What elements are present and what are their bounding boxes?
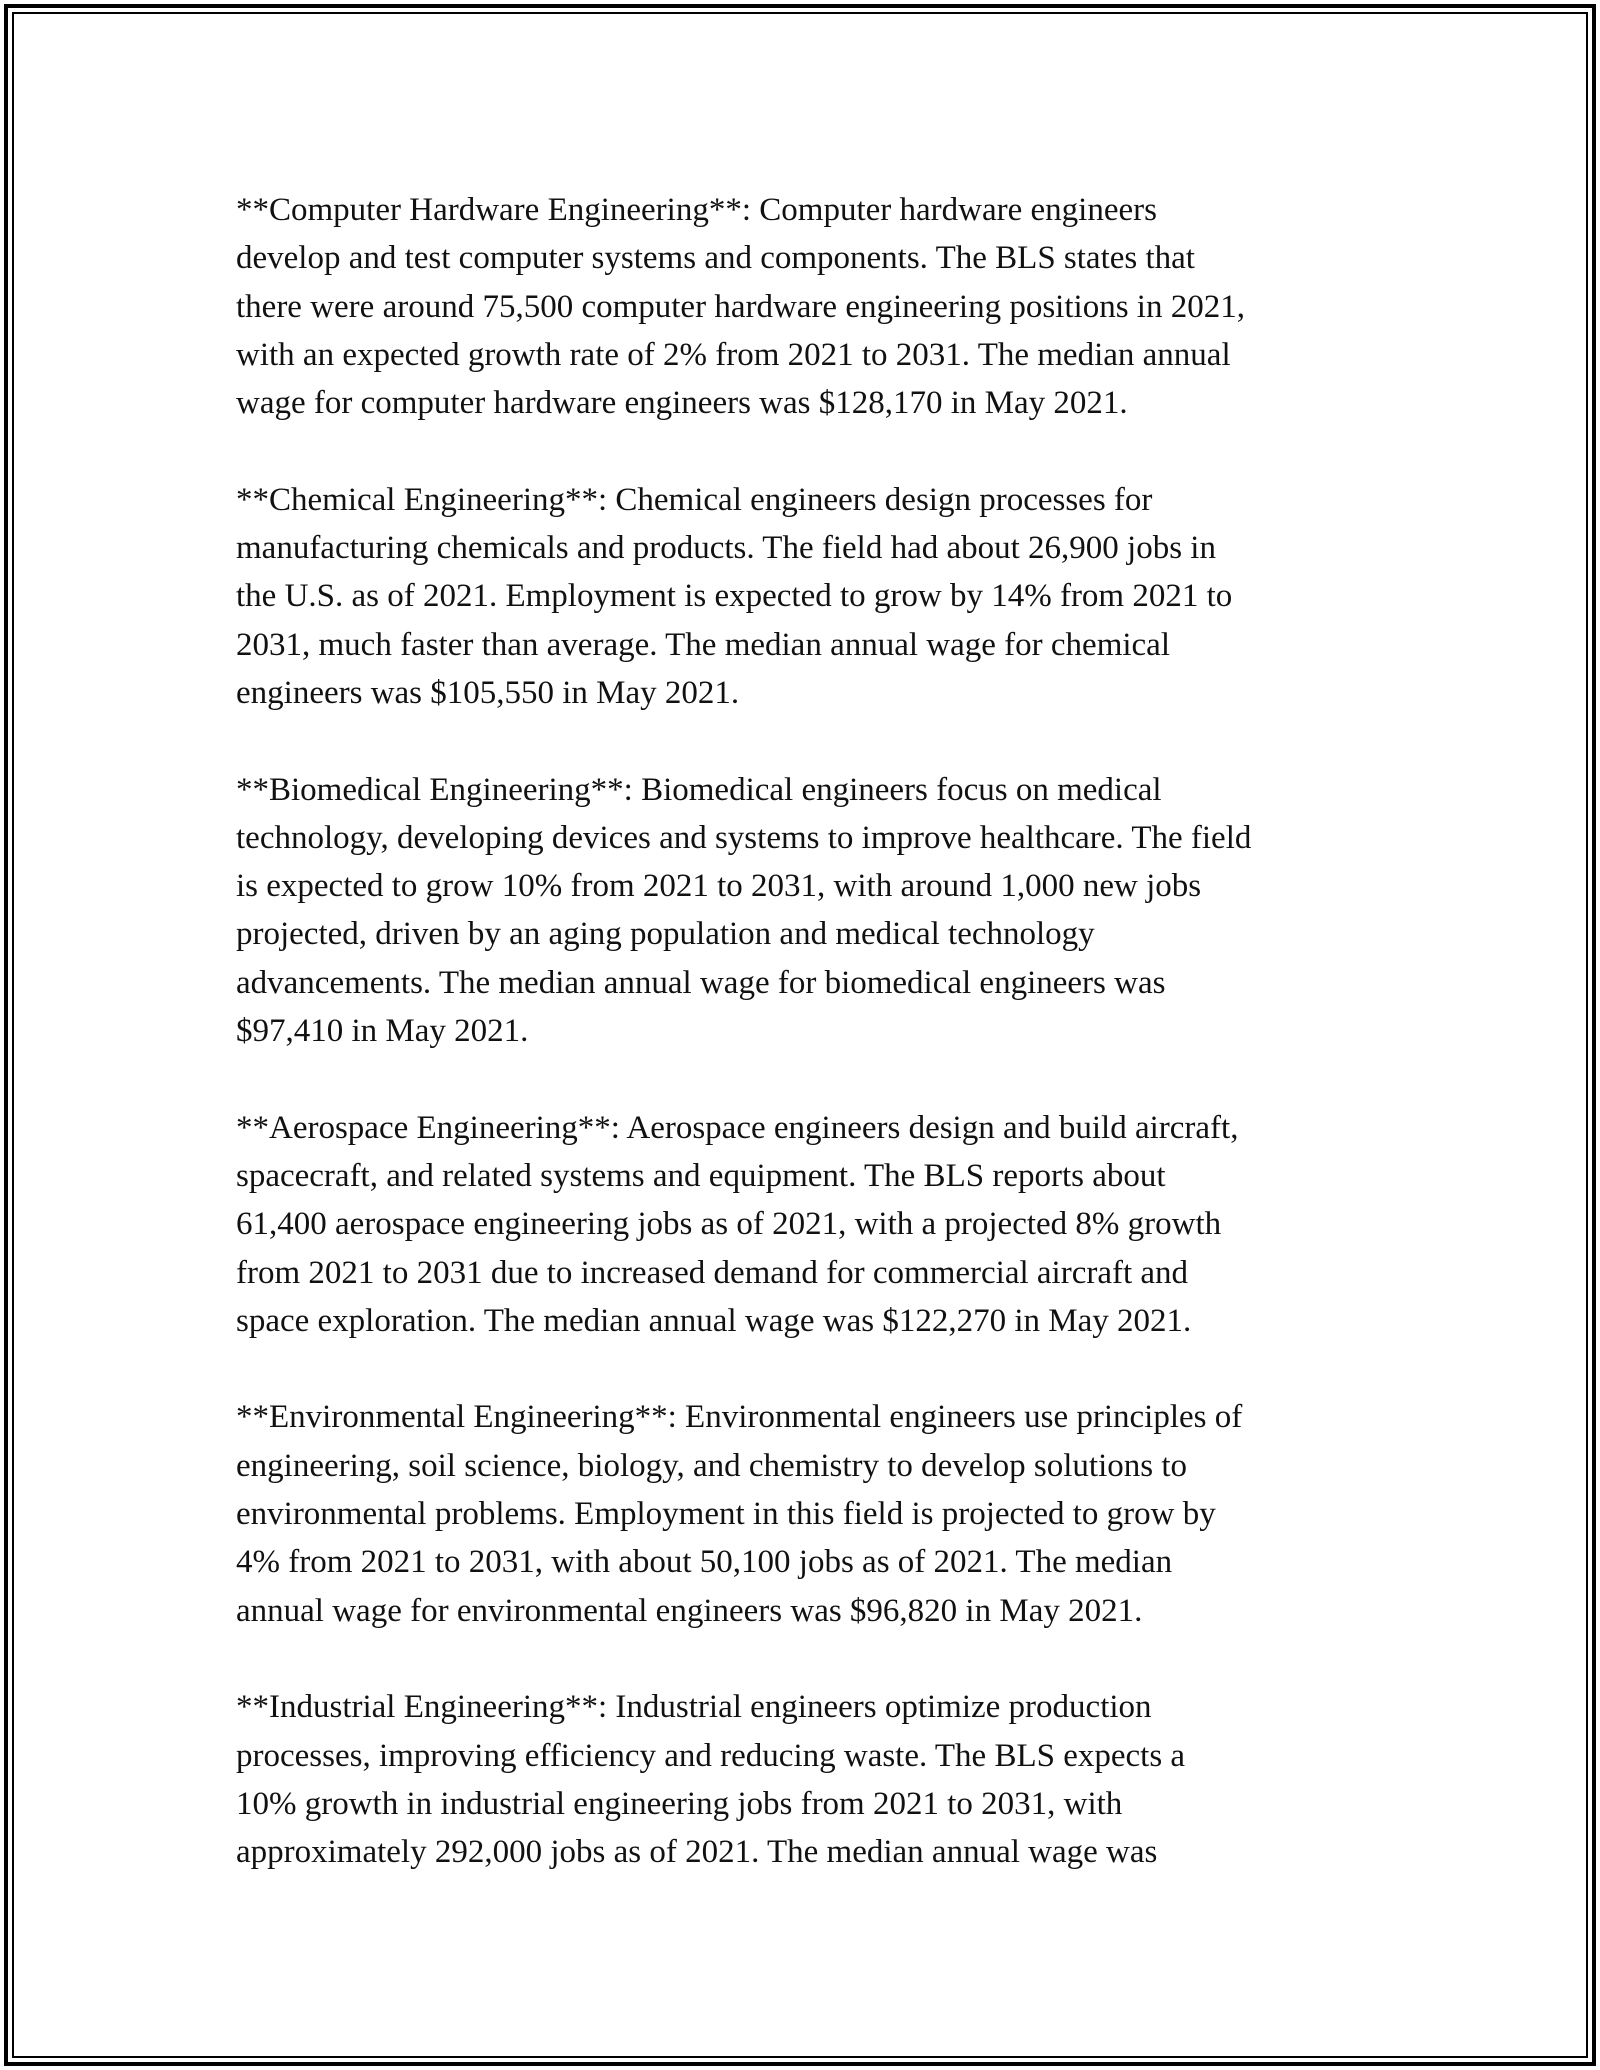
- document-body: [236, 186, 1406, 1925]
- paragraph-industrial-engineering: **Industrial Engineering**: Industrial engineers optimize production processes, improving efficiency and reducing waste. The BLS expects a 10% growth in industrial engineering jobs from 2021 to 2031, with approximately 292,000 jobs as of 2021. The median annual wage was: [236, 1689, 1186, 1871]
- paragraph-aerospace-engineering: **Aerospace Engineering**: Aerospace engineers design and build aircraft, spacecraft, and related systems and equipment. The BLS reports about 61,400 aerospace engineering jobs as of 2021, with a projected 8% growth from 2021 to 2031 due to increased demand for commercial aircraft and space exploration. The median annual wage was $122,270 in May 2021.: [236, 1109, 1239, 1339]
- paragraph-environmental-engineering: **Environmental Engineering**: Environmental engineers use principles of engineering, soil science, biology, and chemistry to develop solutions to environmental problems. Employment in this field is projected to grow by 4% from 2021 to 2031, with about 50,100 jobs as of 2021. The median annual wage for environmental engineers was $96,820 in May 2021.: [236, 1399, 1243, 1629]
- paragraph-chemical-engineering: **Chemical Engineering**: Chemical engineers design processes for manufacturing chemicals and products. The field had about 26,900 jobs in the U.S. as of 2021. Employment is expected to grow by 14% from 2021 to 2031, much faster than average. The median annual wage for chemical engineers was $105,550 in May 2021.: [236, 481, 1233, 711]
- paragraph-biomedical-engineering: **Biomedical Engineering**: Biomedical engineers focus on medical technology, developing devices and systems to improve healthcare. The field is expected to grow 10% from 2021 to 2031, with around 1,000 new jobs projected, driven by an aging population and medical technology advancements. The median annual wage for biomedical engineers was $97,410 in May 2021.: [236, 771, 1252, 1050]
- paragraph-computer-hardware-engineering: **Computer Hardware Engineering**: Computer hardware engineers develop and test computer systems and components. The BLS states that there were around 75,500 computer hardware engineering positions in 2021, with an expected growth rate of 2% from 2021 to 2031. The median annual wage for computer hardware engineers was $128,170 in May 2021.: [236, 192, 1245, 422]
